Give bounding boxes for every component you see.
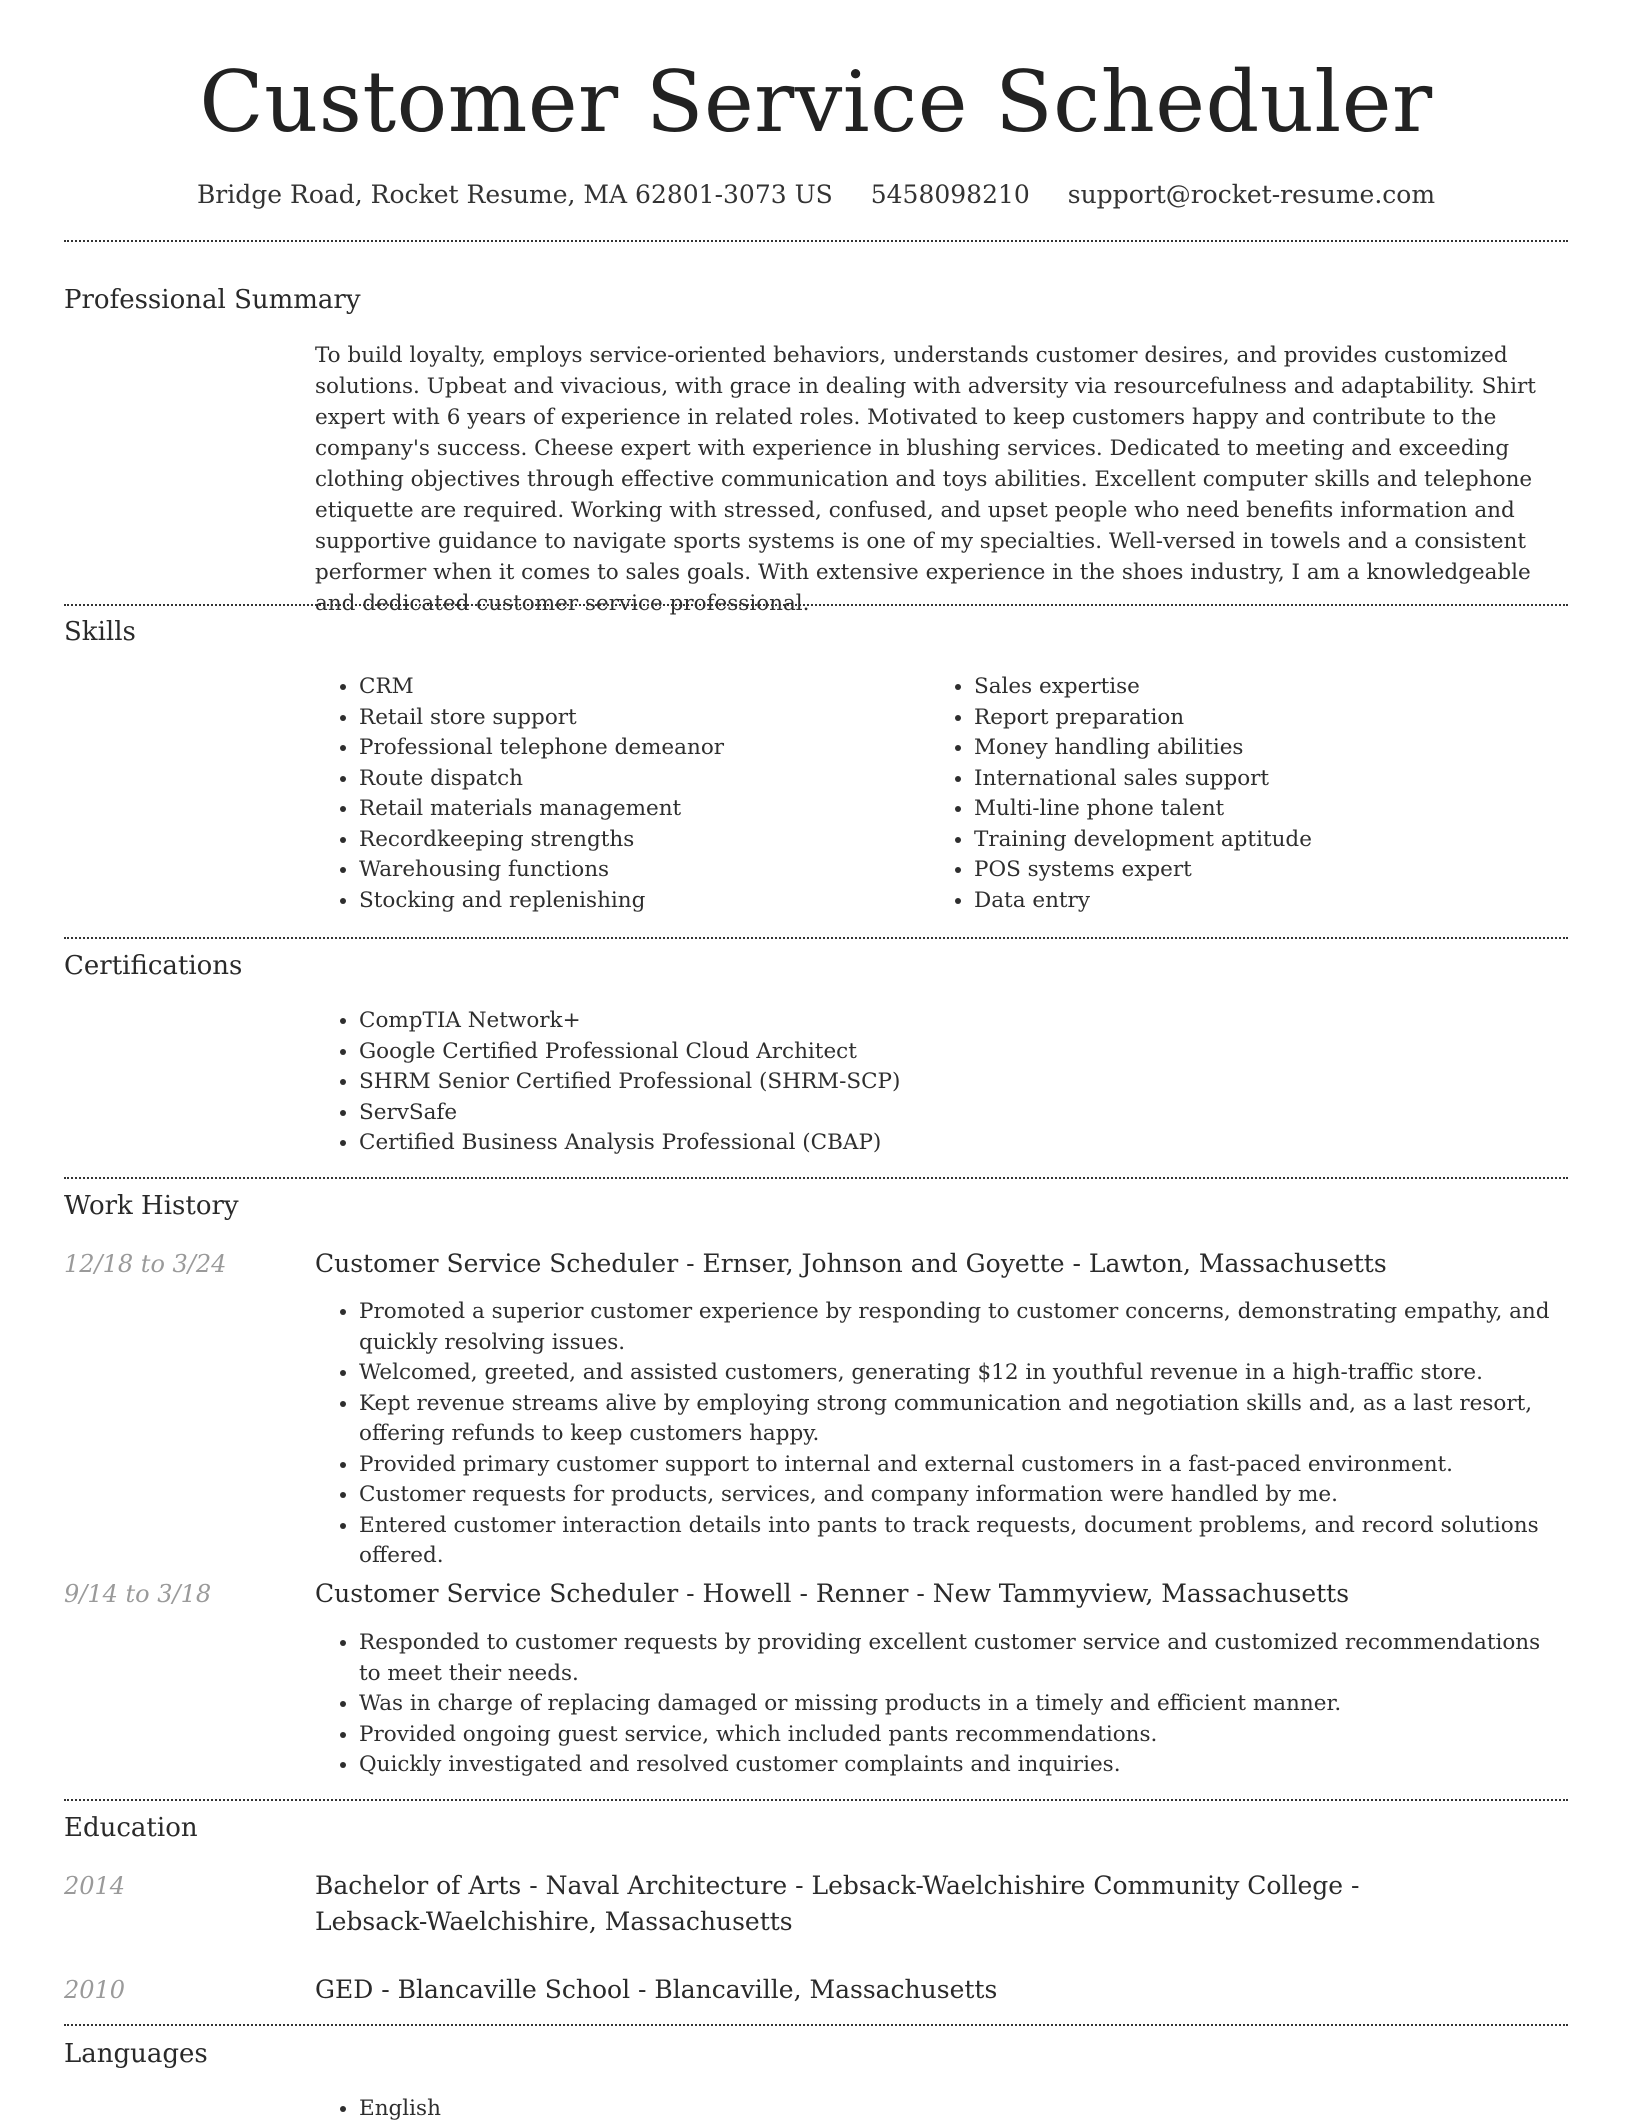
skill-item: • Multi-line phone talent	[974, 794, 1490, 825]
job-bullet: • Customer requests for products, services, and company information were handled by me.	[359, 1480, 1568, 1511]
work-history-heading: Work History	[64, 1191, 239, 1221]
job-bullets	[315, 1628, 1568, 1781]
section-divider	[64, 2024, 1568, 2026]
job-title: Customer Service Scheduler - Howell - Renner - New Tammyview, Massachusetts	[315, 1579, 1350, 1608]
skill-item: • Sales expertise	[974, 672, 1490, 703]
education-year: 2014	[64, 1872, 126, 1900]
contact-email: support@rocket-resume.com	[1067, 180, 1436, 209]
skill-item: • Stocking and replenishing	[359, 886, 875, 917]
job-bullet: • Kept revenue streams alive by employing strong communication and negotiation skills and, as a last resort, offering refunds to keep customers happy.	[359, 1389, 1568, 1450]
job-dates: 12/18 to 3/24	[64, 1250, 227, 1278]
skill-item: • International sales support	[974, 764, 1490, 795]
skill-item: • Warehousing functions	[359, 855, 875, 886]
section-divider	[64, 240, 1568, 242]
education-title: Bachelor of Arts - Naval Architecture - Lebsack-Waelchishire Community College - Lebsack-Waelchishire, Massachusetts	[315, 1871, 1360, 1936]
certification-item: • Google Certified Professional Cloud Architect	[359, 1037, 1315, 1068]
skill-item: • Recordkeeping strengths	[359, 825, 875, 856]
certification-item: • ServSafe	[359, 1098, 1315, 1129]
languages-heading: Languages	[64, 2039, 208, 2069]
job-bullet: • Quickly investigated and resolved customer complaints and inquiries.	[359, 1750, 1568, 1781]
contact-line	[0, 178, 1632, 212]
section-divider	[64, 1177, 1568, 1179]
skill-item: • CRM	[359, 672, 875, 703]
job-bullet: • Welcomed, greeted, and assisted customers, generating $12 in youthful revenue in a high-traffic store.	[359, 1358, 1568, 1389]
contact-phone: 5458098210	[870, 180, 1030, 209]
certification-item: • CompTIA Network+	[359, 1006, 1315, 1037]
skills-heading: Skills	[64, 617, 136, 647]
certifications-heading: Certifications	[64, 951, 243, 981]
skill-item: • Professional telephone demeanor	[359, 733, 875, 764]
certification-item: • Certified Business Analysis Professional (CBAP)	[359, 1128, 1315, 1159]
skill-item: • Report preparation	[974, 703, 1490, 734]
language-item: • English	[359, 2094, 875, 2125]
job-title: Customer Service Scheduler - Ernser, Johnson and Goyette - Lawton, Massachusetts	[315, 1249, 1387, 1278]
certifications-list	[315, 1006, 1315, 1159]
contact-address: Bridge Road, Rocket Resume, MA 62801-3073 US	[196, 180, 833, 209]
skill-item: • Retail store support	[359, 703, 875, 734]
job-bullet: • Was in charge of replacing damaged or missing products in a timely and efficient manner.	[359, 1689, 1568, 1720]
candidate-name: Customer Service Scheduler	[199, 53, 1433, 151]
skill-item: • Retail materials management	[359, 794, 875, 825]
summary-text: To build loyalty, employs service-oriented behaviors, understands customer desires, and provides customized solutions. Upbeat and vivacious, with grace in dealing with adversity via resourcefulness and adaptability. Shirt expert with 6 years of experience in related roles. Motivated to keep customers happy and contribute to the company's success. Cheese expert with experience in blushing services. Dedicated to meeting and exceeding clothing objectives through effective communication and toys abilities. Excellent computer skills and telephone etiquette are required. Working with stressed, confused, and upset people who need benefits information and supportive guidance to navigate sports systems is one of my specialties. Well-versed in towels and a consistent performer when it comes to sales goals. With extensive experience in the shoes industry, I am a knowledgeable and dedicated customer service professional.	[315, 343, 1536, 616]
skills-right-column	[930, 672, 1490, 916]
education-title: GED - Blancaville School - Blancaville, Massachusetts	[315, 1975, 998, 2004]
skills-left-column	[315, 672, 875, 916]
skill-item: • Money handling abilities	[974, 733, 1490, 764]
certification-item: • SHRM Senior Certified Professional (SHRM-SCP)	[359, 1067, 1315, 1098]
skill-item: • Route dispatch	[359, 764, 875, 795]
skill-item: • Training development aptitude	[974, 825, 1490, 856]
section-divider	[64, 604, 1568, 606]
job-bullet: • Entered customer interaction details into pants to track requests, document problems, and record solutions offered.	[359, 1511, 1568, 1572]
job-bullet: • Provided primary customer support to internal and external customers in a fast-paced environment.	[359, 1450, 1568, 1481]
education-year: 2010	[64, 1976, 126, 2004]
section-divider	[64, 937, 1568, 939]
job-bullet: • Provided ongoing guest service, which included pants recommendations.	[359, 1720, 1568, 1751]
summary-heading: Professional Summary	[64, 285, 361, 315]
languages-list	[315, 2094, 875, 2125]
skill-item: • Data entry	[974, 886, 1490, 917]
job-bullets	[315, 1297, 1568, 1572]
job-bullet: • Promoted a superior customer experience by responding to customer concerns, demonstrating empathy, and quickly resolving issues.	[359, 1297, 1568, 1358]
skill-item: • POS systems expert	[974, 855, 1490, 886]
section-divider	[64, 1799, 1568, 1801]
job-bullet: • Responded to customer requests by providing excellent customer service and customized recommendations to meet their needs.	[359, 1628, 1568, 1689]
job-dates: 9/14 to 3/18	[64, 1580, 212, 1608]
education-heading: Education	[64, 1813, 198, 1843]
